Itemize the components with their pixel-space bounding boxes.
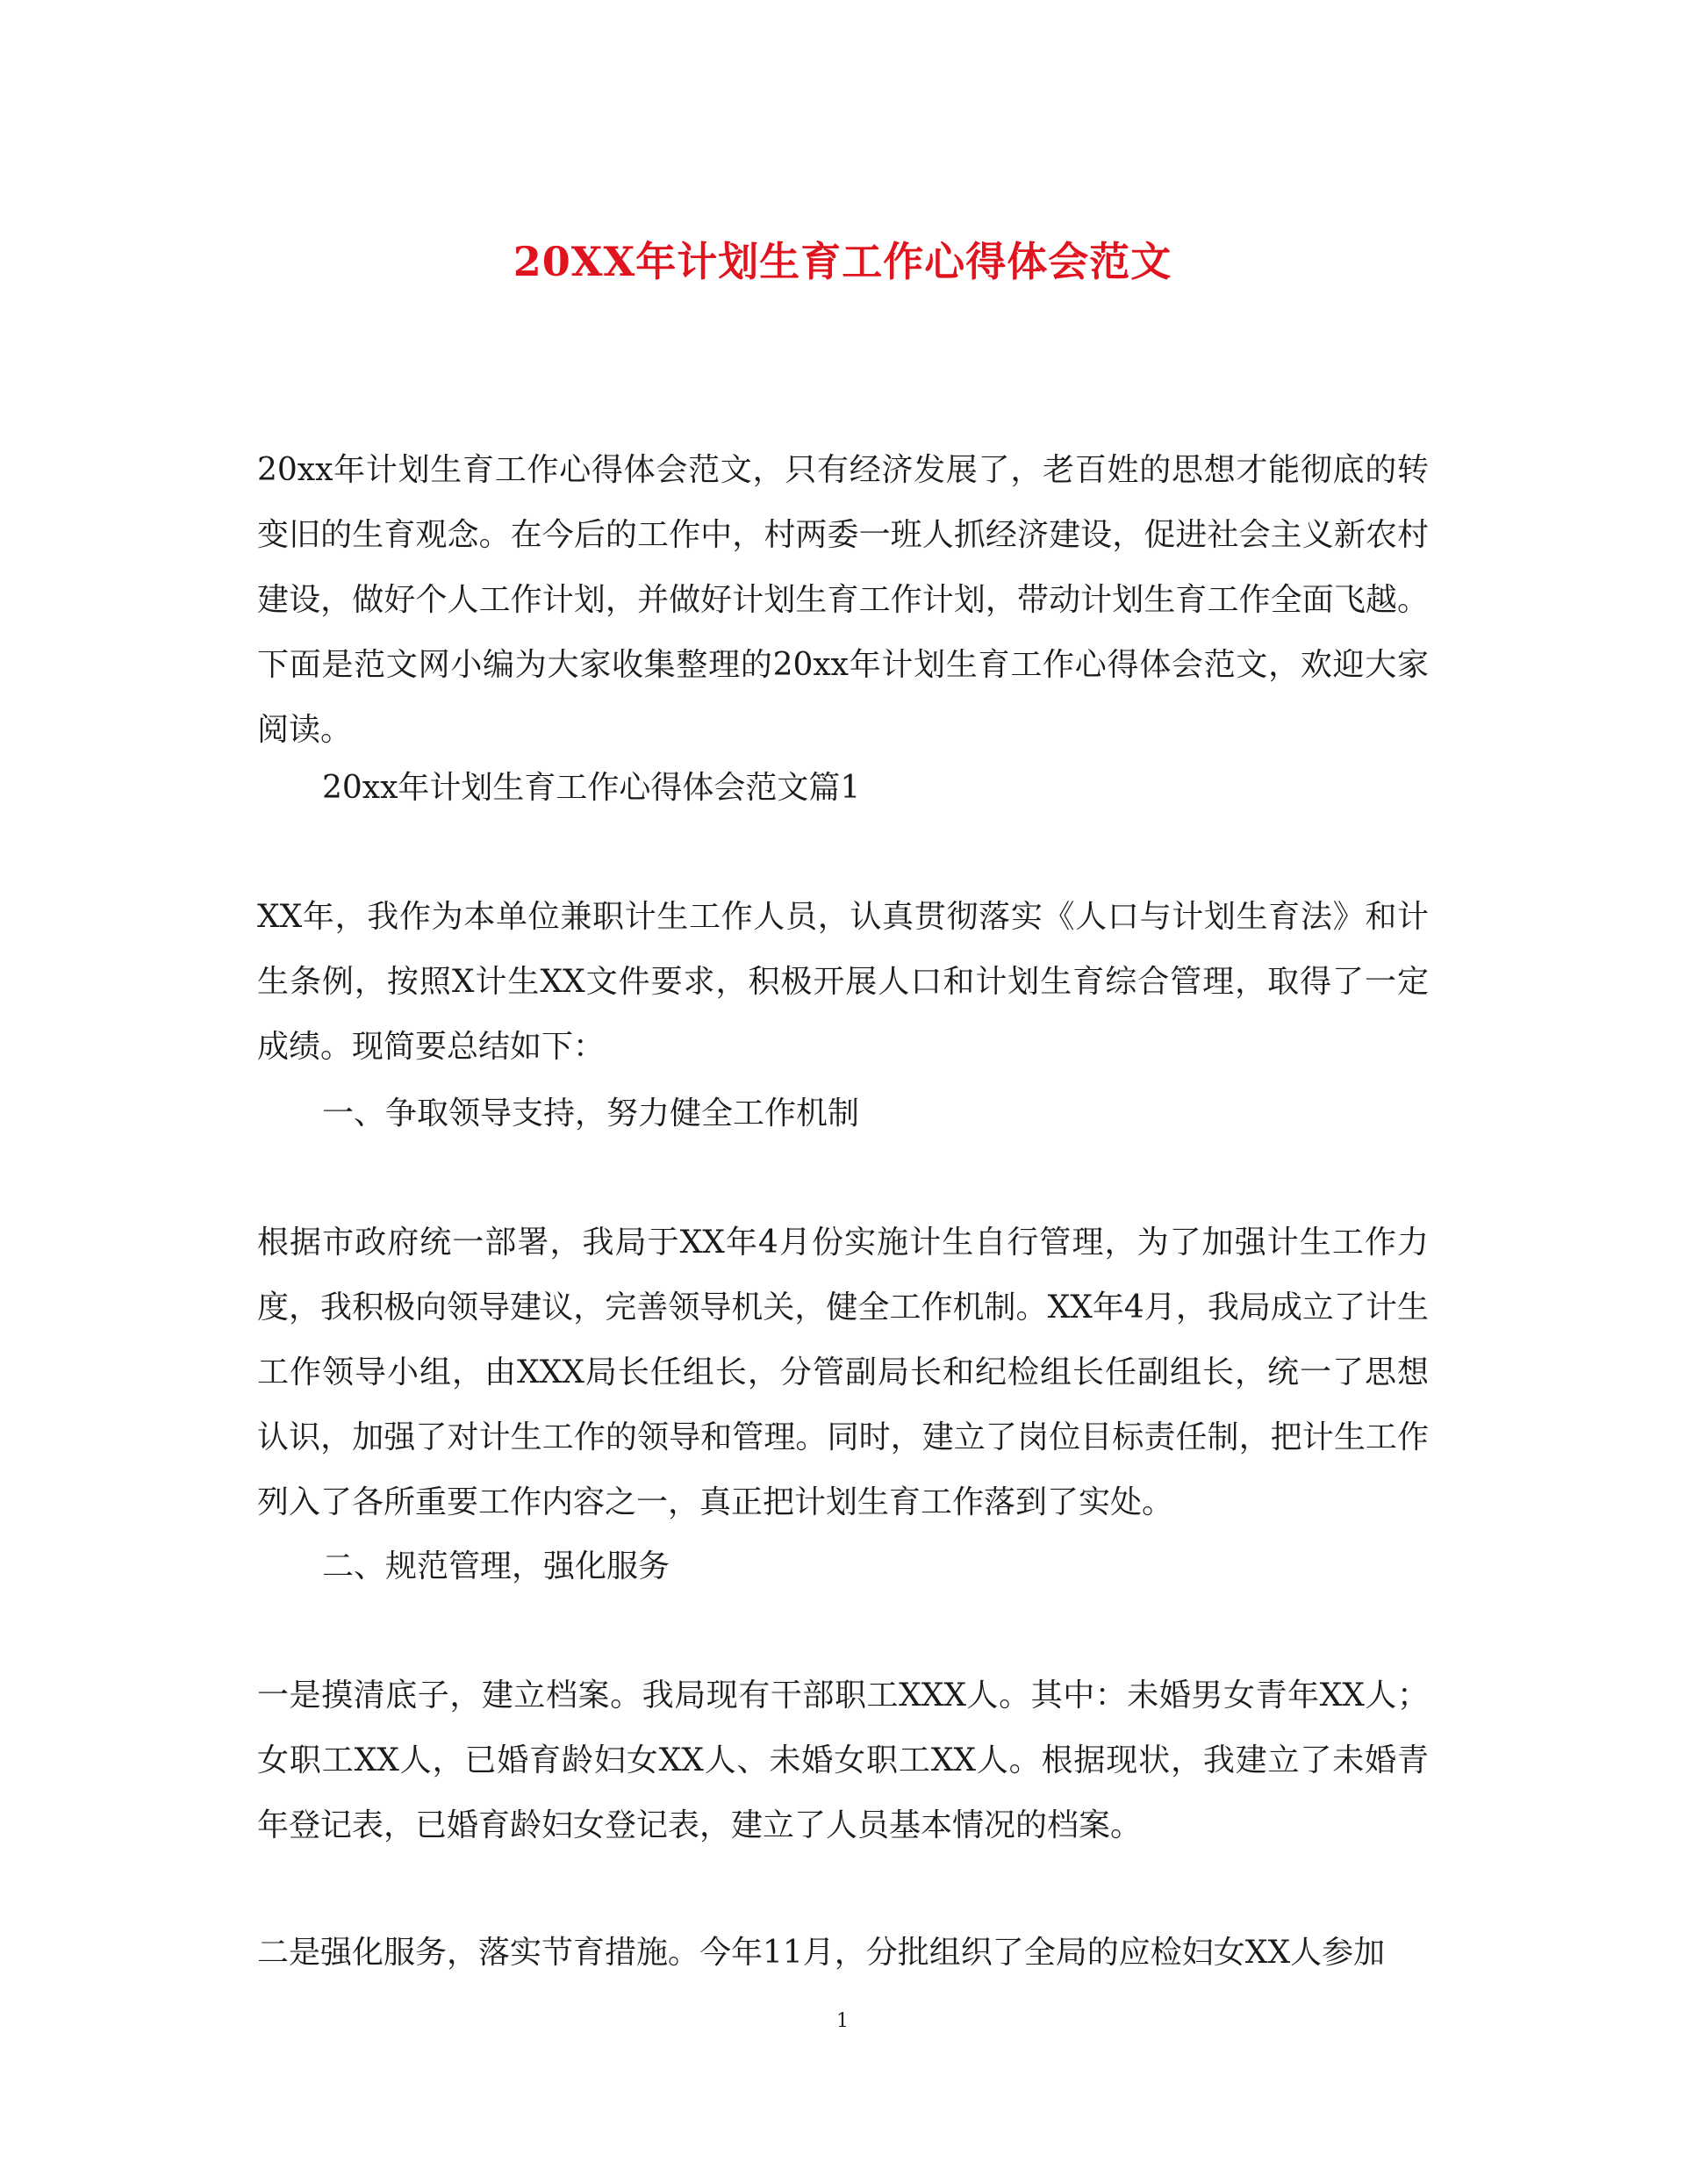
subtitle: 20xx年计划生育工作心得体会范文篇1: [322, 770, 861, 806]
paragraph-summary: [257, 885, 1429, 1080]
section-heading: 二、规范管理，强化服务: [322, 1548, 670, 1584]
section-heading-1: [257, 756, 1429, 821]
paragraph: XX年，我作为本单位兼职计生工作人员，认真贯彻落实《人口与计划生育法》和计生条例，按照X计生XX文件要求，积极开展人口和计划生育综合管理，取得了一定成绩。现简要总结如下：: [257, 899, 1429, 1065]
page-number: 1: [836, 2010, 849, 2032]
section-heading: 一、争取领导支持，努力健全工作机制: [322, 1096, 860, 1132]
paragraph: 二是强化服务，落实节育措施。今年11月，分批组织了全局的应检妇女XX人参加: [257, 1935, 1386, 1971]
paragraph: 根据市政府统一部署，我局于XX年4月份实施计生自行管理，为了加强计生工作力度，我积极向领导建议，完善领导机关，健全工作机制。XX年4月，我局成立了计生工作领导小组，由XXX局长任组长，分管副局长和纪检组长任副组长，统一了思想认识，加强了对计生工作的领导和管理。同时，建立了岗位目标责任制，把计生工作列入了各所重要工作内容之一，真正把计划生育工作落到了实处。: [257, 1225, 1429, 1520]
paragraph: 20xx年计划生育工作心得体会范文，只有经济发展了，老百姓的思想才能彻底的转变旧的生育观念。在今后的工作中，村两委一班人抓经济建设，促进社会主义新农村建设，做好个人工作计划，并做好计划生育工作计划，带动计划生育工作全面飞越。下面是范文网小编为大家收集整理的20xx年计划生育工作心得体会范文，欢迎大家阅读。: [257, 452, 1429, 748]
paragraph-archive: [257, 1663, 1429, 1858]
paragraph-service: [257, 1921, 1429, 1986]
paragraph-leadership: [257, 1211, 1429, 1535]
section-heading-2: [257, 1081, 1429, 1146]
paragraph: 一是摸清底子，建立档案。我局现有干部职工XXX人。其中：未婚男女青年XX人；女职工XX人，已婚育龄妇女XX人、未婚女职工XX人。根据现状，我建立了未婚青年登记表，已婚育龄妇女登记表，建立了人员基本情况的档案。: [257, 1678, 1429, 1843]
document-title: 20XX年计划生育工作心得体会范文: [513, 238, 1172, 285]
section-heading-3: [257, 1534, 1429, 1599]
paragraph-intro: [257, 438, 1429, 763]
